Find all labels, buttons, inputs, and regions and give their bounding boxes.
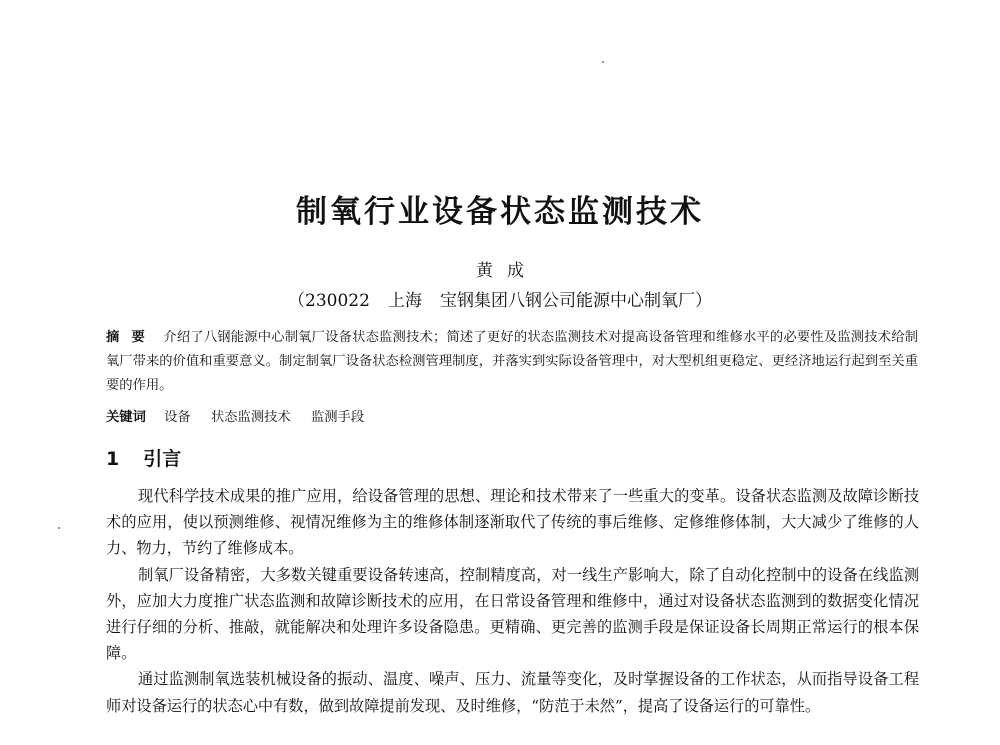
affiliation-city: 上海 xyxy=(387,291,422,311)
scan-speck xyxy=(602,61,604,63)
keyword-item: 监测手段 xyxy=(310,410,365,425)
keyword-item: 设备 xyxy=(164,410,191,425)
keywords-label: 关键词 xyxy=(106,410,146,425)
affiliation-org: 宝钢集团八钢公司能源中心制氧厂 xyxy=(439,291,695,311)
body-paragraph: 现代科学技术成果的推广应用，给设备管理的思想、理论和技术带来了一些重大的变革。设备状态监测及故障诊断技术的应用，使以预测维修、视情况维修为主的维修体制逐渐取代了传统的事后维修、定修维修体制，大大减少了维修的人力、物力，节约了维修成本。 xyxy=(106,487,919,558)
section-number: 1 xyxy=(106,448,120,470)
body-text xyxy=(106,483,919,719)
paper-title: 制氧行业设备状态监测技术 xyxy=(296,194,704,230)
paren-close: ） xyxy=(694,291,712,311)
author-name: 黄成 xyxy=(476,261,538,281)
abstract-block xyxy=(106,326,918,398)
keywords-block xyxy=(106,406,380,430)
scan-speck xyxy=(58,527,60,529)
paren-open: （ xyxy=(288,291,306,311)
keyword-item: 状态监测技术 xyxy=(210,410,291,425)
section-heading xyxy=(106,444,181,471)
affiliation-postcode: 230022 xyxy=(305,291,370,311)
author-affiliation xyxy=(0,286,1000,311)
abstract-text: 介绍了八钢能源中心制氧厂设备状态监测技术；简述了更好的状态监测技术对提高设备管理和维修水平的必要性及监测技术给制氧厂带来的价值和重要意义。制定制氧厂设备状态检测管理制度，并落实到实际设备管理中，对大型机组更稳定、更经济地运行起到至关重要的作用。 xyxy=(106,330,919,393)
body-paragraph: 通过监测制氧选装机械设备的振动、温度、噪声、压力、流量等变化，及时掌握设备的工作状态，从而指导设备工程师对设备运行的状态心中有数，做到故障提前发现、及时维修，“防范于未然”，提高了设备运行的可靠性。 xyxy=(106,670,919,715)
body-paragraph: 制氧厂设备精密，大多数关键重要设备转速高，控制精度高，对一线生产影响大，除了自动化控制中的设备在线监测外，应加大力度推广状态监测和故障诊断技术的应用，在日常设备管理和维修中，通过对设备状态监测到的数据变化情况进行仔细的分析、推敲，就能解决和处理许多设备隐患。更精确、更完善的监测手段是保证设备长周期正常运行的根本保障。 xyxy=(106,565,919,663)
section-title: 引言 xyxy=(143,448,182,470)
abstract-label: 摘要 xyxy=(106,330,157,345)
